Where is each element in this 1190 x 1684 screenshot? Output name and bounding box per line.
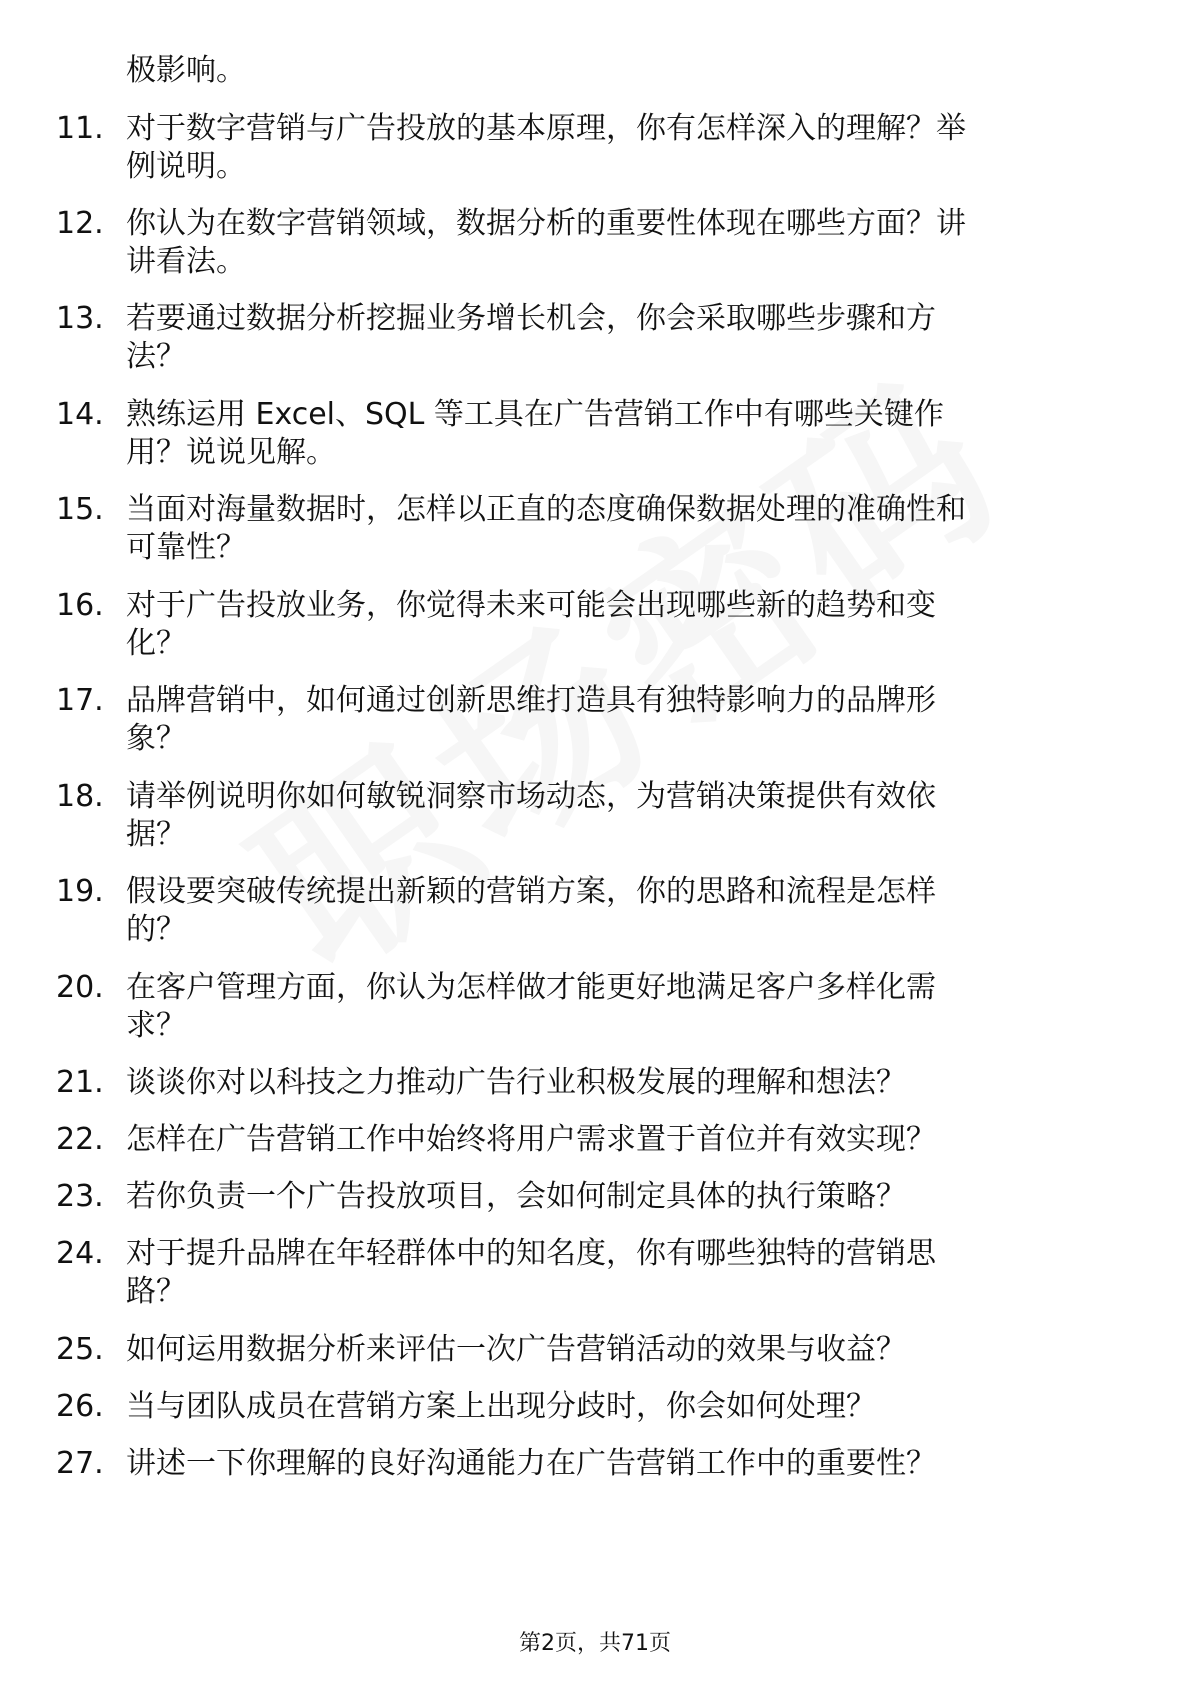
question-text (126, 1178, 1116, 1216)
question-line: 求？ (126, 1008, 186, 1043)
question-line: 用？说说见解。 (126, 435, 336, 470)
question-line: 怎样在广告营销工作中始终将用户需求置于首位并有效实现？ (126, 1122, 936, 1157)
question-number: 17. (56, 683, 104, 718)
question-line: 假设要突破传统提出新颖的营销方案，你的思路和流程是怎样 (126, 874, 936, 909)
question-text (126, 1445, 1116, 1483)
question-line: 的？ (126, 912, 186, 947)
question-line: 对于提升品牌在年轻群体中的知名度，你有哪些独特的营销思 (126, 1236, 936, 1271)
question-line: 对于广告投放业务，你觉得未来可能会出现哪些新的趋势和变 (126, 588, 936, 623)
question-number: 16. (56, 588, 104, 623)
question-line: 品牌营销中，如何通过创新思维打造具有独特影响力的品牌形 (126, 683, 936, 718)
question-number: 18. (56, 779, 104, 814)
question-line: 法？ (126, 339, 186, 374)
question-number: 15. (56, 492, 104, 527)
question-line: 熟练运用 Excel、SQL 等工具在广告营销工作中有哪些关键作 (126, 397, 944, 432)
question-number: 20. (56, 970, 104, 1005)
question-number: 11. (56, 111, 104, 146)
question-line: 据？ (126, 817, 186, 852)
question-number: 27. (56, 1446, 104, 1481)
question-number: 24. (56, 1236, 104, 1271)
question-text (126, 1064, 1116, 1102)
question-text (126, 969, 1116, 1045)
question-text (126, 491, 1116, 567)
question-text (126, 873, 1116, 949)
question-number: 13. (56, 301, 104, 336)
question-number: 23. (56, 1179, 104, 1214)
question-line: 你认为在数字营销领域，数据分析的重要性体现在哪些方面？讲 (126, 206, 966, 241)
question-text (126, 587, 1116, 663)
question-number: 21. (56, 1065, 104, 1100)
question-line: 当与团队成员在营销方案上出现分歧时，你会如何处理？ (126, 1389, 876, 1424)
question-number: 26. (56, 1389, 104, 1424)
question-line: 若要通过数据分析挖掘业务增长机会，你会采取哪些步骤和方 (126, 301, 936, 336)
question-line: 例说明。 (126, 149, 246, 184)
question-line: 若你负责一个广告投放项目，会如何制定具体的执行策略？ (126, 1179, 906, 1214)
question-number: 25. (56, 1332, 104, 1367)
question-number: 12. (56, 206, 104, 241)
question-line: 当面对海量数据时，怎样以正直的态度确保数据处理的准确性和 (126, 492, 966, 527)
question-text (126, 110, 1116, 186)
question-number: 19. (56, 874, 104, 909)
question-line: 谈谈你对以科技之力推动广告行业积极发展的理解和想法？ (126, 1065, 906, 1100)
question-text (126, 205, 1116, 281)
question-text (126, 1121, 1116, 1159)
question-text (126, 778, 1116, 854)
question-text (126, 396, 1116, 472)
question-line: 讲述一下你理解的良好沟通能力在广告营销工作中的重要性？ (126, 1446, 936, 1481)
page-number-footer: 第2页，共71页 (519, 1631, 671, 1656)
question-line: 可靠性？ (126, 530, 246, 565)
question-number: 22. (56, 1122, 104, 1157)
continuation-text: 极影响。 (126, 53, 246, 88)
question-line: 对于数字营销与广告投放的基本原理，你有怎样深入的理解？举 (126, 111, 966, 146)
question-line: 化？ (126, 626, 186, 661)
question-text (126, 1235, 1116, 1311)
question-line: 象？ (126, 721, 186, 756)
question-text (126, 682, 1116, 758)
question-number: 14. (56, 397, 104, 432)
question-line: 路？ (126, 1274, 186, 1309)
question-text (126, 1388, 1116, 1426)
question-text (126, 300, 1116, 376)
question-line: 讲看法。 (126, 244, 246, 279)
question-line: 请举例说明你如何敏锐洞察市场动态，为营销决策提供有效依 (126, 779, 936, 814)
question-text (126, 1331, 1116, 1369)
question-line: 在客户管理方面，你认为怎样做才能更好地满足客户多样化需 (126, 970, 936, 1005)
question-line: 如何运用数据分析来评估一次广告营销活动的效果与收益？ (126, 1332, 906, 1367)
